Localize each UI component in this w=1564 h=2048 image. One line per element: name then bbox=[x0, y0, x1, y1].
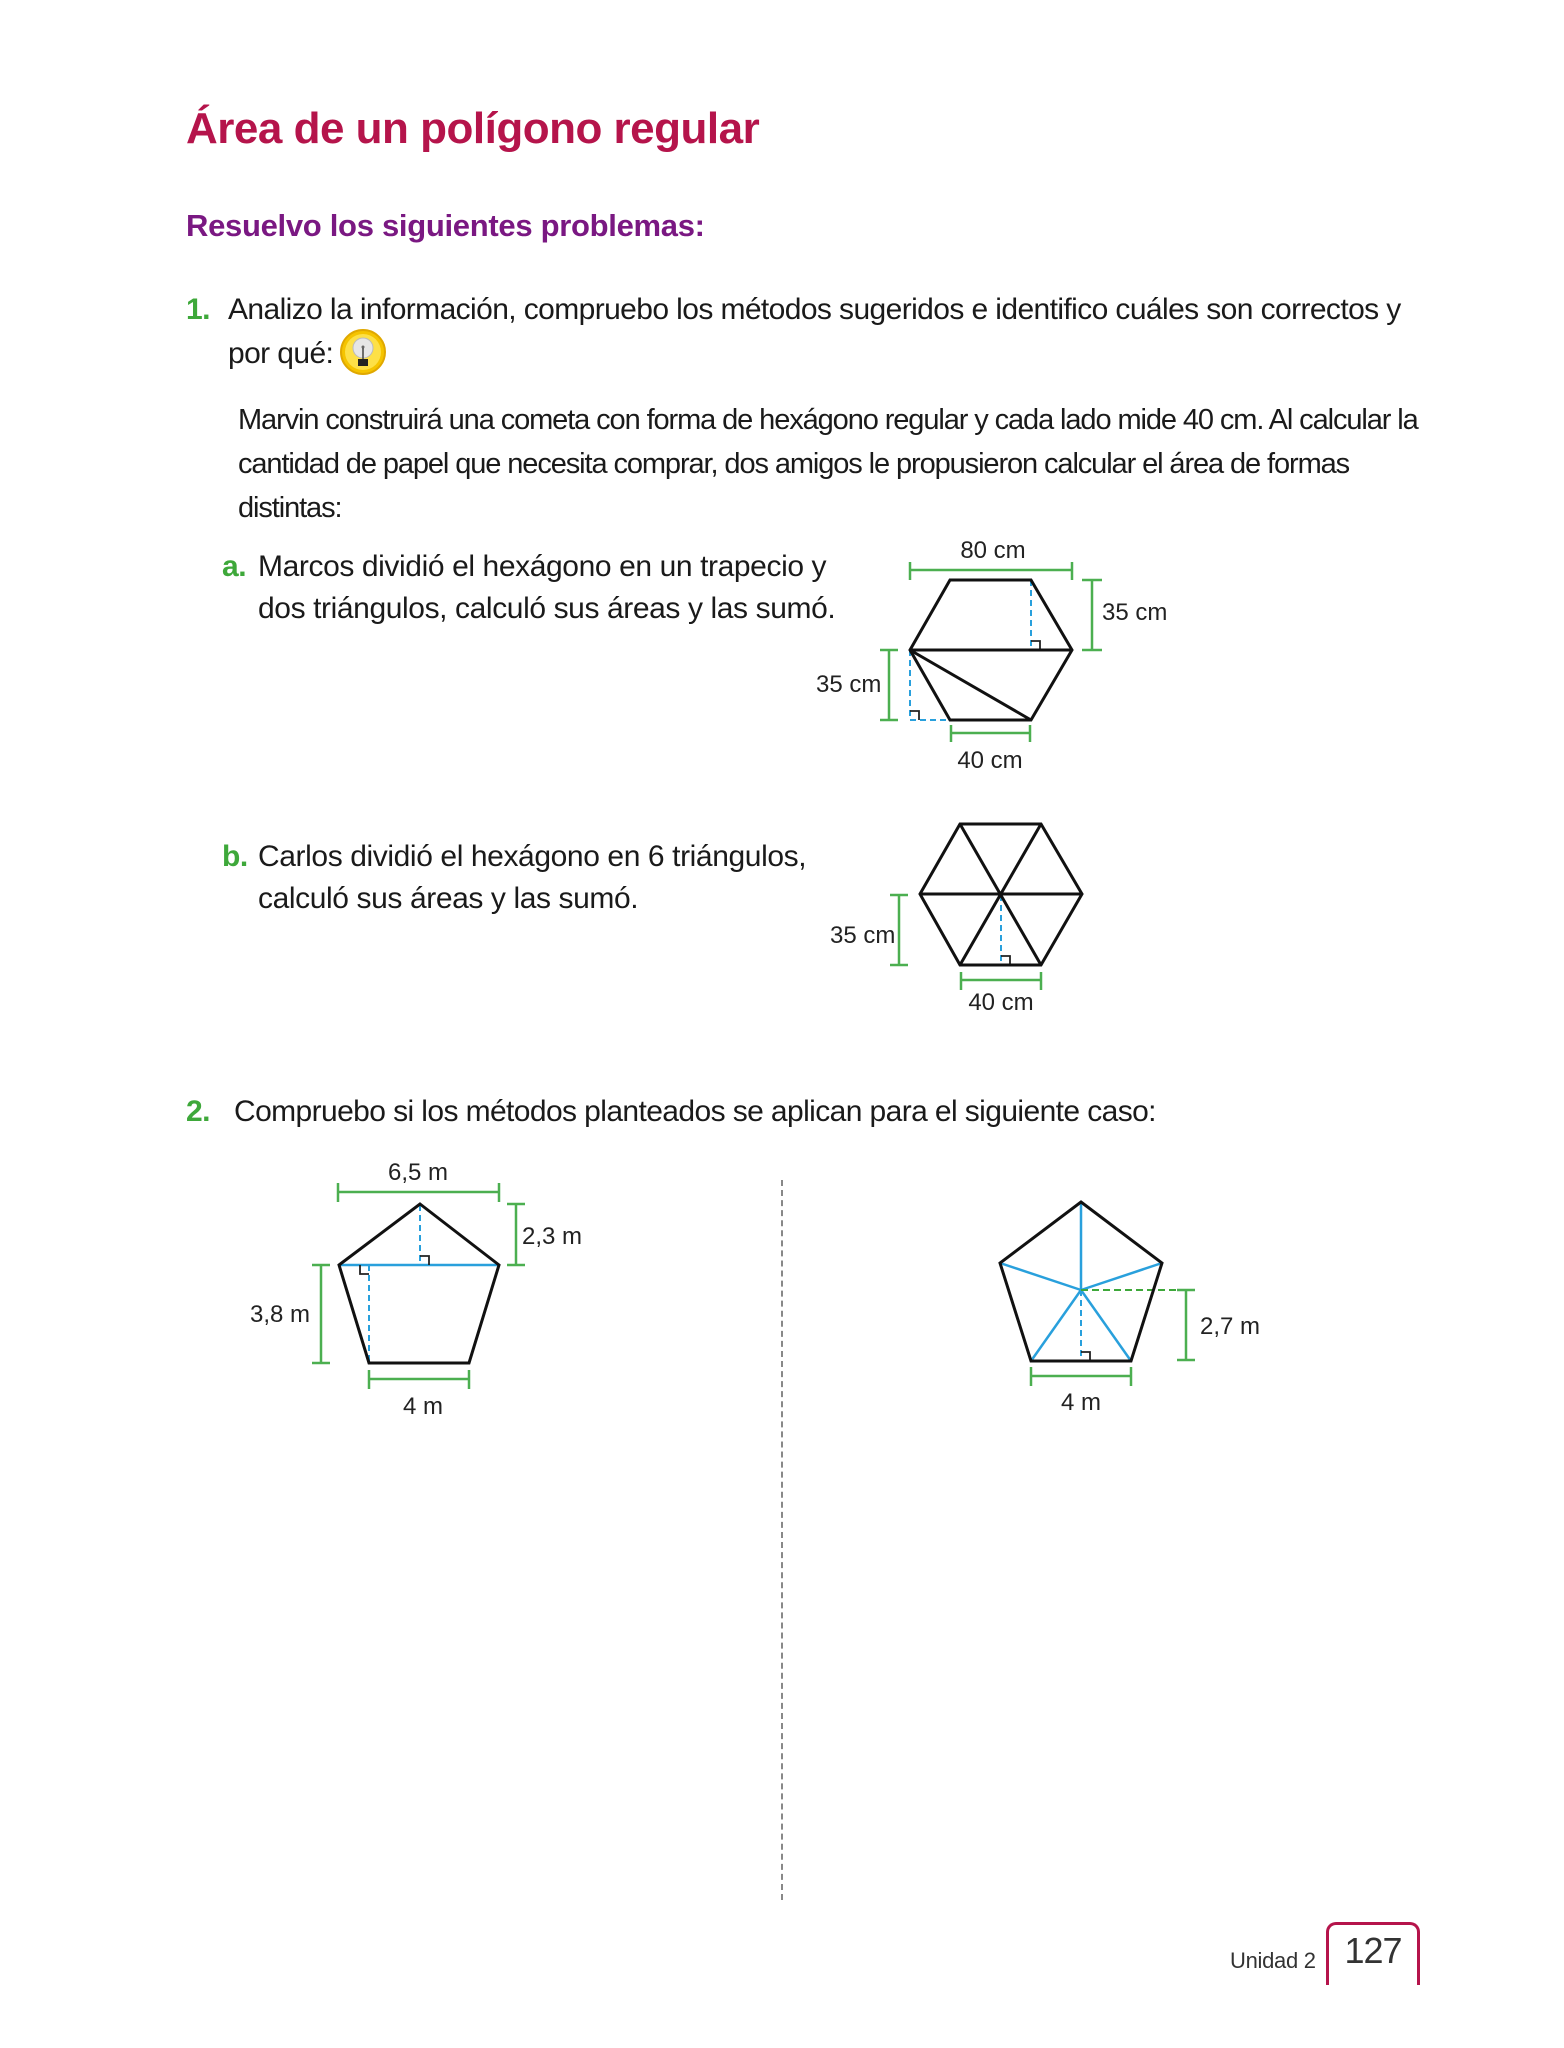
dimension-side bbox=[1031, 1367, 1131, 1386]
question-2 bbox=[186, 1092, 1286, 1132]
pentagon-figure-left bbox=[240, 1150, 600, 1440]
dimension-apothem bbox=[1177, 1290, 1195, 1360]
page-number: 127 bbox=[1344, 1930, 1402, 1971]
section-subtitle: Resuelvo los siguientes problemas: bbox=[186, 208, 705, 243]
label-upper-height: 35 cm bbox=[1102, 599, 1168, 626]
label-side: 40 cm bbox=[957, 747, 1023, 774]
label-side: 4 m bbox=[1060, 1389, 1102, 1416]
question-1-text: Analizo la información, compruebo los métodos sugeridos e identifico cuáles son correctos y por qué: bbox=[228, 293, 1401, 370]
pentagon-figure-right bbox=[980, 1180, 1280, 1420]
item-text: Marcos dividió el hexágono en un trapecio y dos triángulos, calculó sus áreas y las sumó. bbox=[258, 550, 836, 625]
label-diagonal: 6,5 m bbox=[387, 1159, 449, 1186]
helper-heights bbox=[369, 1205, 420, 1363]
item-letter: a. bbox=[222, 550, 247, 583]
label-lower-height: 3,8 m bbox=[250, 1301, 311, 1328]
label-top-height: 2,3 m bbox=[522, 1223, 583, 1250]
question-1 bbox=[186, 288, 1426, 376]
dimension-side bbox=[961, 972, 1041, 990]
item-letter: b. bbox=[222, 840, 248, 873]
page-title: Área de un polígono regular bbox=[186, 104, 760, 153]
column-divider bbox=[781, 1180, 783, 1900]
label-lower-height: 35 cm bbox=[816, 671, 882, 698]
item-b bbox=[222, 836, 842, 920]
label-top-width: 80 cm bbox=[960, 537, 1026, 564]
item-a bbox=[222, 546, 842, 630]
right-angle-marks bbox=[910, 641, 1040, 720]
question-text bbox=[228, 288, 1426, 376]
dimension-top-width bbox=[910, 562, 1072, 580]
dimension-side bbox=[369, 1370, 469, 1389]
label-height: 35 cm bbox=[830, 922, 896, 949]
hexagon-figure-b bbox=[810, 810, 1130, 1030]
hexagon-outline bbox=[920, 824, 1082, 965]
question-text: Compruebo si los métodos planteados se aplican para el siguiente caso: bbox=[234, 1095, 1156, 1128]
dimension-side bbox=[951, 725, 1030, 742]
label-apothem: 2,7 m bbox=[1200, 1313, 1261, 1340]
hexagon-outline bbox=[910, 580, 1072, 720]
lightbulb-icon bbox=[339, 328, 387, 376]
label-side: 4 m bbox=[402, 1393, 444, 1420]
dimension-lower-height bbox=[880, 650, 898, 720]
dimension-upper-height bbox=[1082, 580, 1102, 650]
question-number: 1. bbox=[186, 293, 210, 326]
item-text: Carlos dividió el hexágono en 6 triángulos, calculó sus áreas y las sumó. bbox=[258, 840, 807, 915]
question-number: 2. bbox=[186, 1095, 210, 1128]
dimension-lower-height bbox=[312, 1265, 330, 1363]
unit-label: Unidad 2 bbox=[1230, 1948, 1316, 1973]
hexagon-figure-a bbox=[800, 520, 1200, 780]
problem-context: Marvin construirá una cometa con forma de hexágono regular y cada lado mide 40 cm. Al calcular la cantidad de papel que necesita comprar, dos amigos le propusieron calcular el área de formas distintas: bbox=[238, 404, 1418, 524]
label-side: 40 cm bbox=[968, 989, 1034, 1016]
